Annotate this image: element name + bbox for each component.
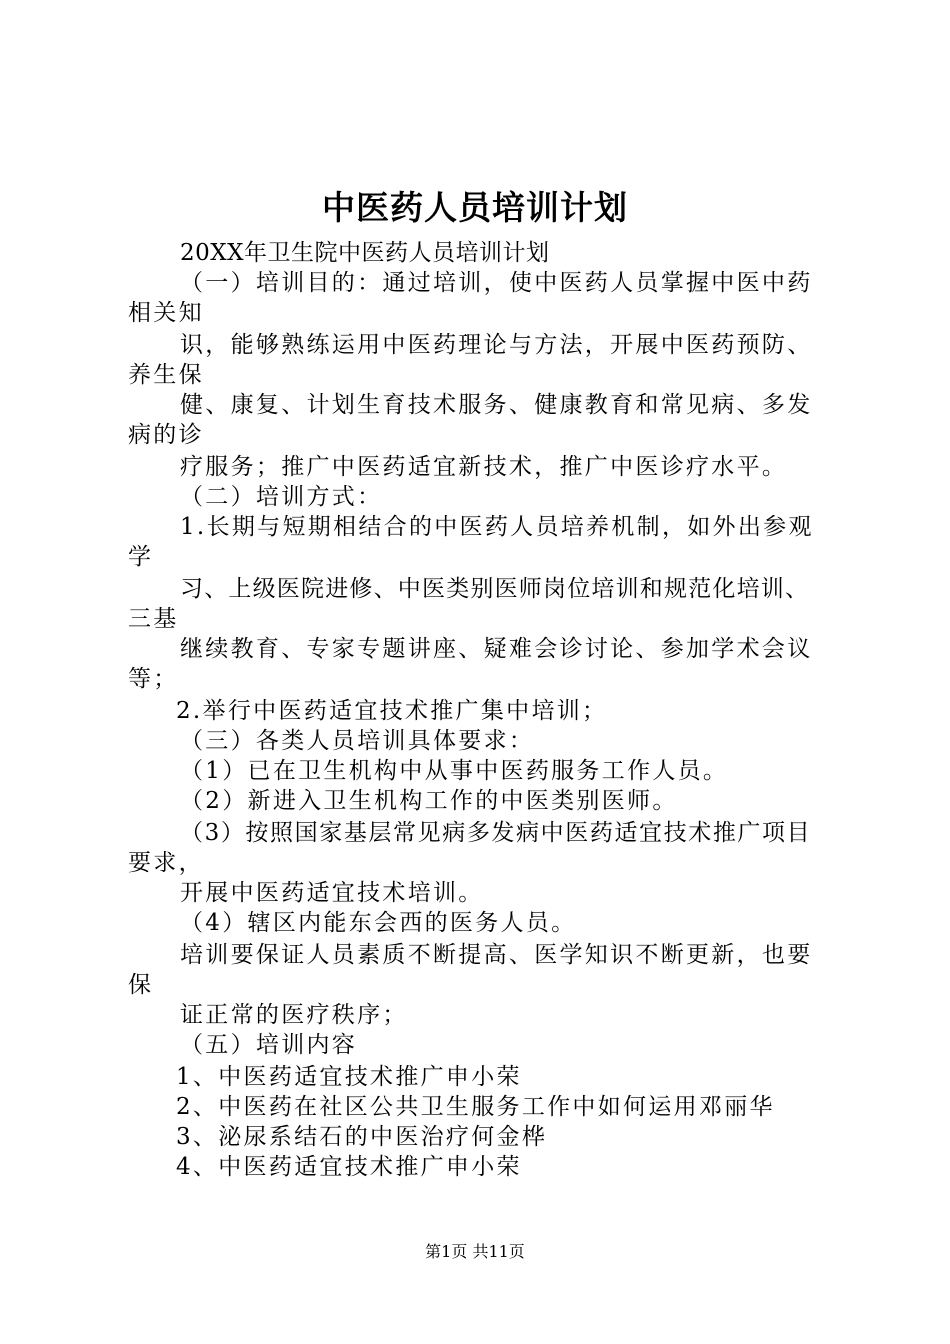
document-line: （2）新进入卫生机构工作的中医类别医师。 [180,788,678,814]
document-line: （五）培训内容 [180,1032,358,1058]
document-line: 等； [128,666,179,692]
document-line: 证正常的医疗秩序； [180,1002,408,1028]
document-line: 识，能够熟练运用中医药理论与方法，开展中医药预防、 [180,332,813,358]
document-line: 3、泌尿系结石的中医治疗何金桦 [176,1124,548,1150]
document-title: 中医药人员培训计划 [322,188,628,227]
document-line: 1、中医药适宜技术推广申小荣 [176,1064,522,1090]
document-line: 保 [128,972,154,998]
document-line: 继续教育、专家专题讲座、疑难会诊讨论、参加学术会议 [180,636,813,662]
document-line: 三基 [128,606,179,632]
document-line: 20XX年卫生院中医药人员培训计划 [180,240,550,266]
document-line: 2.举行中医药适宜技术推广集中培训； [176,698,608,724]
document-line: （4）辖区内能东会西的医务人员。 [180,910,577,936]
document-line: 4、中医药适宜技术推广申小荣 [176,1154,522,1180]
document-line: 养生保 [128,362,204,388]
document-line: （一）培训目的：通过培训，使中医药人员掌握中医中药 [180,270,813,296]
document-line: （1）已在卫生机构中从事中医药服务工作人员。 [180,758,729,784]
document-line: 疗服务；推广中医药适宜新技术，推广中医诊疗水平。 [180,454,788,480]
document-line: 相关知 [128,300,204,326]
document-line: 习、上级医院进修、中医类别医师岗位培训和规范化培训、 [180,576,810,602]
document-line: 病的诊 [128,422,204,448]
document-line: 健、康复、计划生育技术服务、健康教育和常见病、多发 [180,392,813,418]
document-line: 开展中医药适宜技术培训。 [180,880,484,906]
document-line: （3）按照国家基层常见病多发病中医药适宜技术推广项目 [180,820,812,846]
page-number-footer: 第1页 共11页 [425,1242,525,1261]
document-line: 培训要保证人员素质不断提高、医学知识不断更新，也要 [180,942,813,968]
document-line: 2、中医药在社区公共卫生服务工作中如何运用邓丽华 [176,1094,775,1120]
document-line: （三）各类人员培训具体要求： [180,728,535,754]
document-line: 学 [128,544,154,570]
document-line: （二）培训方式： [180,484,383,510]
document-line: 1.长期与短期相结合的中医药人员培养机制，如外出参观 [180,514,814,540]
document-line: 要求， [128,850,204,876]
